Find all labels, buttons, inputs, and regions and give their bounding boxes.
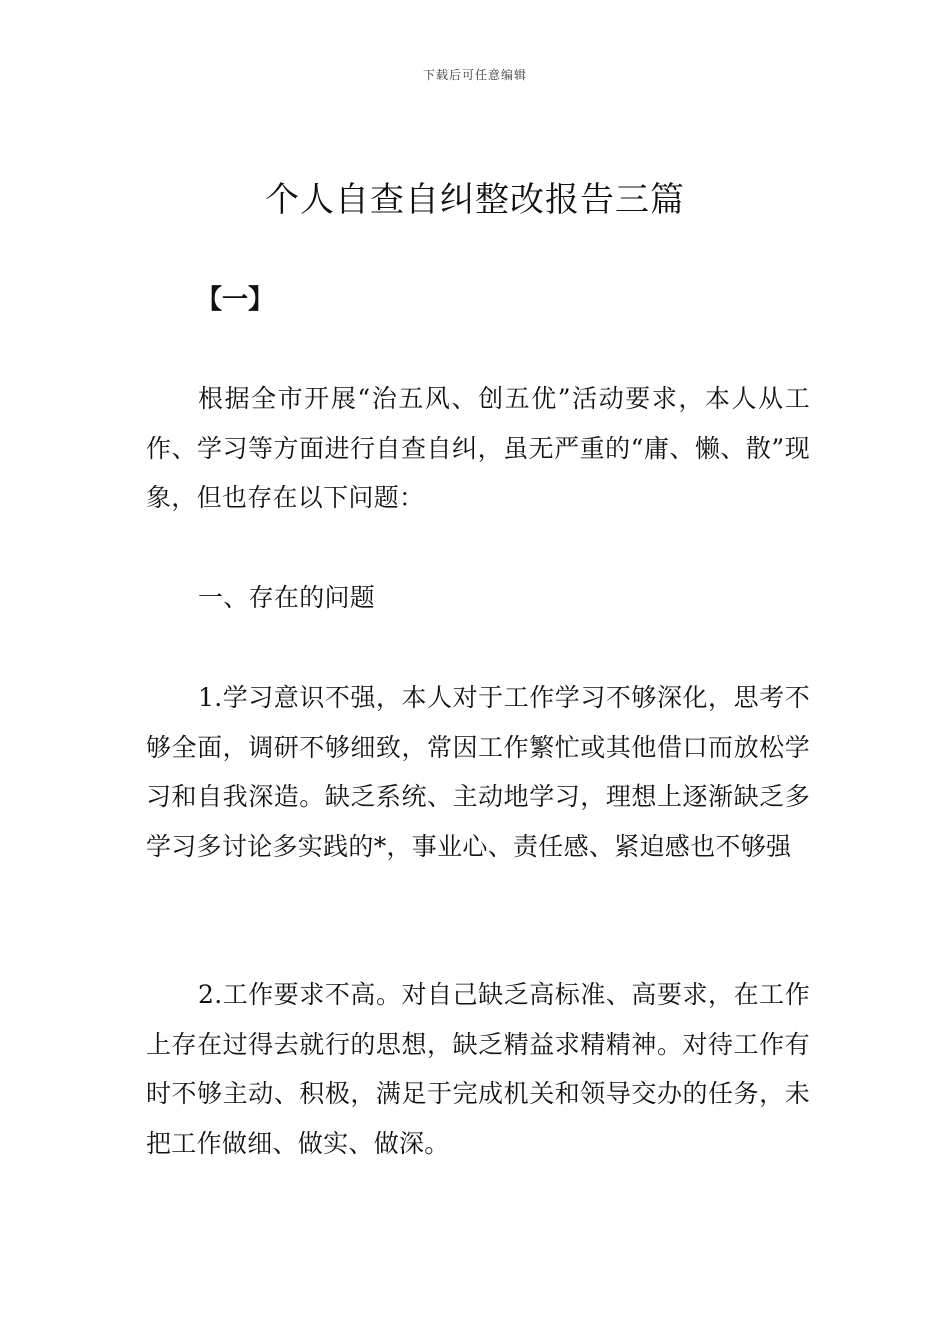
document-title: 个人自查自纠整改报告三篇: [265, 180, 685, 220]
paragraph-item-2: 2.工作要求不高。对自己缺乏高标准、高要求，在工作上存在过得去就行的思想，缺乏精益求精精神。对待工作有时不够主动、积极，满足于完成机关和领导交办的任务，未把工作做细、做实、做深。: [146, 980, 810, 1158]
paragraph-item-1: 1.学习意识不强，本人对于工作学习不够深化，思考不够全面，调研不够细致，常因工作繁忙或其他借口而放松学习和自我深造。缺乏系统、主动地学习，理想上逐渐缺乏多学习多讨论多实践的*，事业心、责任感、紧迫感也不够强: [146, 683, 810, 861]
header-note: 下载后可任意编辑: [422, 68, 527, 82]
paragraph-heading-problems: 一、存在的问题: [198, 583, 376, 612]
section-marker: 【一】: [196, 285, 275, 315]
paragraph-intro: 根据全市开展“治五风、创五优”活动要求，本人从工作、学习等方面进行自查自纠，虽无严重的“庸、懒、散”现象，但也存在以下问题：: [146, 384, 810, 512]
